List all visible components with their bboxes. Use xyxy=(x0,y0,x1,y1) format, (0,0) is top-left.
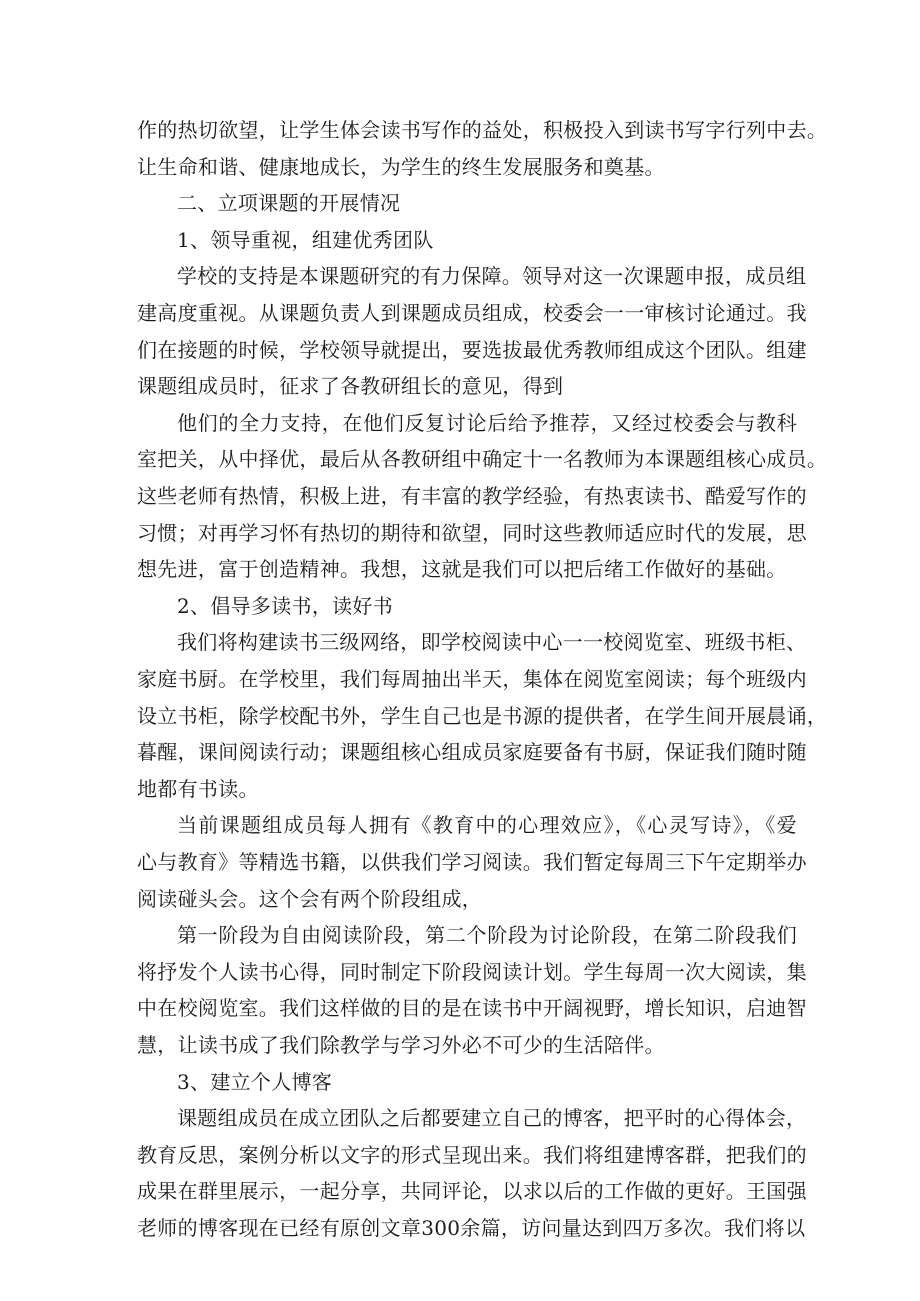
text-line: 们在接题的时候，学校领导就提出，要选拔最优秀教师组成这个团队。组建 xyxy=(137,337,807,362)
text-line: 教育反思，案例分析以文字的形式呈现出来。我们将组建博客群，把我们的 xyxy=(137,1142,807,1167)
text-line: 学校的支持是本课题研究的有力保障。领导对这一次课题申报，成员组 xyxy=(177,264,807,289)
text-line: 第一阶段为自由阅读阶段，第二个阶段为讨论阶段，在第二阶段我们 xyxy=(177,923,797,948)
text-line: 地都有书读。 xyxy=(137,776,259,801)
text-line: 1、领导重视，组建优秀团队 xyxy=(177,227,434,252)
text-line: 室把关，从中择优，最后从各教研组中确定十一名教师为本课题组核心成员。 xyxy=(137,447,828,472)
text-line: 想先进，富于创造精神。我想，这就是我们可以把后绪工作做好的基础。 xyxy=(137,557,787,582)
text-line: 3、建立个人博客 xyxy=(177,1069,333,1094)
text-line: 阅读碰头会。这个会有两个阶段组成， xyxy=(137,886,483,911)
text-line: 中在校阅览室。我们这样做的目的是在读书中开阔视野，增长知识，启迪智 xyxy=(137,996,807,1021)
text-line: 建高度重视。从课题负责人到课题成员组成，校委会一一审核讨论通过。我 xyxy=(137,301,807,325)
text-line: 作的热切欲望，让学生体会读书写作的益处，积极投入到读书写字行列中去。 xyxy=(137,118,828,142)
text-line: 将抒发个人读书心得，同时制定下阶段阅读计划。学生每周一次大阅读，集 xyxy=(137,959,807,984)
text-line: 让生命和谐、健康地成长，为学生的终生发展服务和奠基。 xyxy=(137,154,665,179)
text-line: 当前课题组成员每人拥有《教育中的心理效应》，《心灵写诗》，《爱 xyxy=(177,813,797,838)
text-line: 二、立项课题的开展情况 xyxy=(177,191,401,216)
text-line: 他们的全力支持，在他们反复讨论后给予推荐，又经过校委会与教科 xyxy=(177,410,797,435)
text-line: 课题组成员时，征求了各教研组长的意见，得到 xyxy=(137,374,564,399)
text-line: 2、倡导多读书，读好书 xyxy=(177,593,394,618)
text-line: 习惯；对再学习怀有热切的期待和欲望，同时这些教师适应时代的发展，思 xyxy=(137,520,807,545)
text-line: 设立书柜，除学校配书外，学生自己也是书源的提供者，在学生间开展晨诵， xyxy=(137,703,828,728)
text-line: 老师的博客现在已经有原创文章300余篇，访问量达到四万多次。我们将以 xyxy=(137,1216,806,1240)
text-line: 慧，让读书成了我们除教学与学习外必不可少的生活陪伴。 xyxy=(137,1033,665,1057)
text-line: 课题组成员在成立团队之后都要建立自己的博客，把平时的心得体会， xyxy=(177,1106,807,1131)
text-line: 我们将构建读书三级网络，即学校阅读中心一一校阅览室、班级书柜、 xyxy=(177,630,807,655)
text-line: 暮醒，课间阅读行动；课题组核心组成员家庭要备有书厨，保证我们随时随 xyxy=(137,740,807,765)
text-line: 这些老师有热情，积极上进，有丰富的教学经验，有热衷读书、酷爱写作的 xyxy=(137,484,807,508)
text-line: 成果在群里展示，一起分享，共同评论，以求以后的工作做的更好。王国强 xyxy=(137,1179,807,1204)
text-line: 心与教育》等精选书籍，以供我们学习阅读。我们暂定每周三下午定期举办 xyxy=(137,850,807,874)
text-line: 家庭书厨。在学校里，我们每周抽出半天，集体在阅览室阅读；每个班级内 xyxy=(137,667,807,691)
